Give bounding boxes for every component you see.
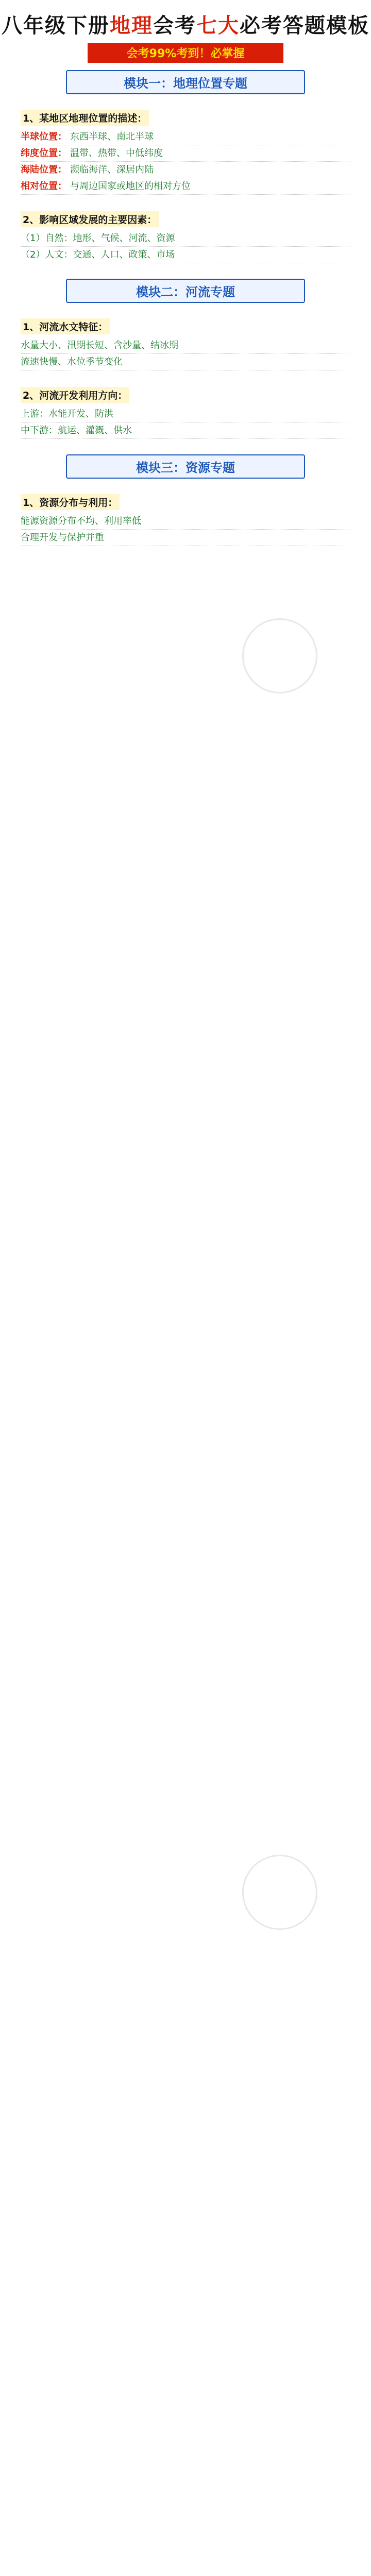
content-area [0, 70, 371, 554]
answer-line [21, 530, 350, 546]
answer-line [21, 129, 350, 145]
answer-line [21, 145, 350, 162]
spacer [21, 263, 350, 272]
watermark-stamp [242, 618, 317, 693]
module-heading: 模块一：地理位置专题 [66, 70, 305, 94]
answer-label: 半球位置： [21, 131, 67, 142]
spacer [21, 546, 350, 554]
answer-line [21, 178, 350, 195]
exam-banner: 会考99%考到！必掌握 [88, 43, 283, 63]
module-section [0, 101, 371, 272]
title-highlight: 七大 [196, 13, 240, 38]
question-heading: 1、河流水文特征： [21, 318, 110, 334]
answer-line [21, 422, 350, 439]
answer-line [21, 406, 350, 422]
answer-text: 与周边国家或地区的相对方位 [70, 181, 191, 192]
title-part: 八年级下册 [2, 13, 110, 38]
answer-text: 水量大小、汛期长短、含沙量、结冰期 [21, 340, 178, 351]
answer-text: 东西半球、南北半球 [70, 131, 154, 142]
spacer [21, 195, 350, 203]
answer-text: （1）自然：地形、气候、河流、资源 [21, 233, 175, 244]
spacer [21, 370, 350, 379]
answer-text: 中下游：航运、灌溉、供水 [21, 425, 132, 436]
answer-line [21, 230, 350, 247]
answer-text: 濒临海洋、深居内陆 [70, 164, 154, 175]
answer-line [21, 513, 350, 530]
answer-text: 合理开发与保护并重 [21, 532, 104, 543]
spacer [21, 439, 350, 447]
answer-text: 上游：水能开发、防洪 [21, 409, 113, 419]
question-heading: 1、资源分布与利用： [21, 494, 120, 510]
answer-line [21, 162, 350, 178]
answer-text: （2）人文：交通、人口、政策、市场 [21, 249, 175, 260]
module-heading: 模块二：河流专题 [66, 279, 305, 303]
answer-text: 温带、热带、中低纬度 [70, 148, 163, 159]
question-heading: 1、某地区地理位置的描述： [21, 110, 149, 126]
answer-label: 相对位置： [21, 181, 67, 192]
module-section [0, 486, 371, 554]
title-highlight: 地理 [110, 13, 153, 38]
module-section [0, 310, 371, 447]
answer-line [21, 354, 350, 370]
question-heading: 2、河流开发利用方向： [21, 387, 129, 403]
watermark-stamp [242, 1855, 317, 1930]
answer-line [21, 247, 350, 263]
answer-line [21, 337, 350, 354]
answer-label: 海陆位置： [21, 164, 67, 175]
page-title [0, 0, 371, 39]
title-part: 会考 [153, 13, 196, 38]
answer-text: 流速快慢、水位季节变化 [21, 357, 123, 367]
question-heading: 2、影响区域发展的主要因素： [21, 211, 159, 227]
answer-label: 纬度位置： [21, 148, 67, 159]
title-part: 必考答题模板 [240, 13, 369, 38]
module-heading: 模块三：资源专题 [66, 454, 305, 479]
answer-text: 能源资源分布不均、利用率低 [21, 516, 141, 527]
